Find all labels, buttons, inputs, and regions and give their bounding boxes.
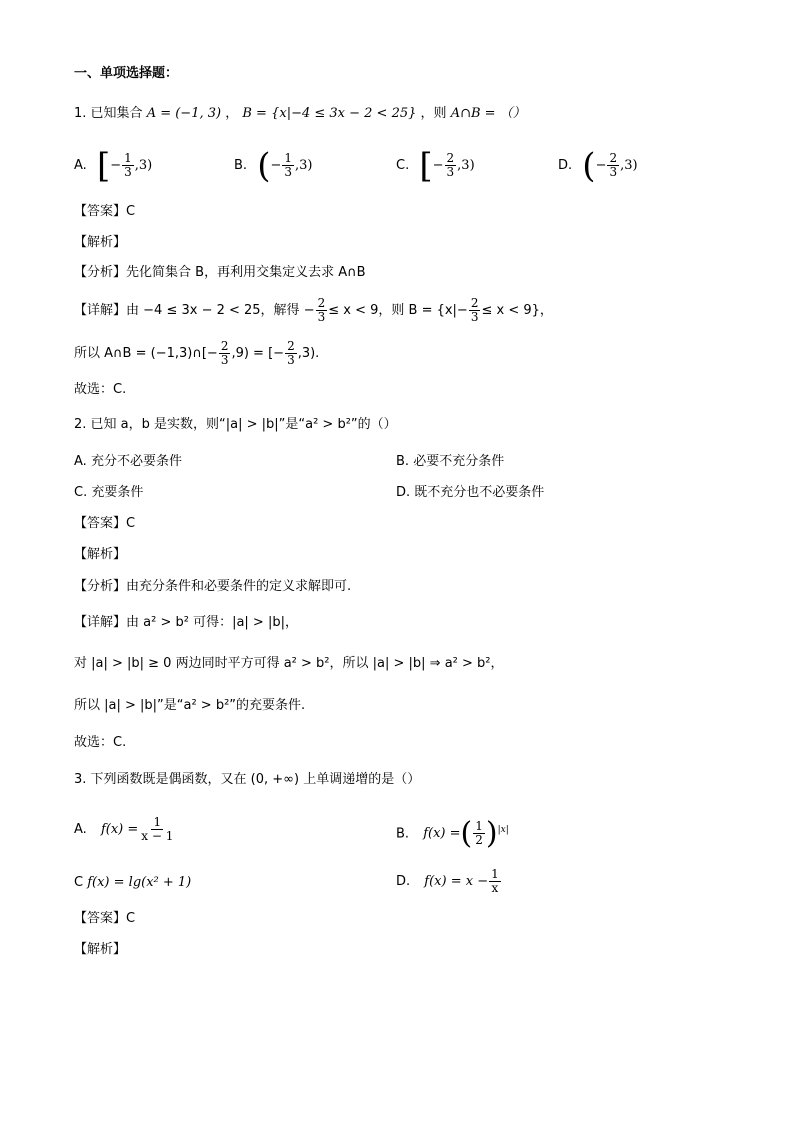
option-text: 充分不必要条件: [90, 454, 182, 469]
option-label: D.: [558, 158, 573, 173]
option-text: 既不充分也不必要条件: [414, 485, 545, 500]
option-text: f(x) =: [423, 826, 461, 842]
option-label: B.: [396, 826, 410, 842]
q2-analysis-label: 【解析】: [74, 547, 127, 562]
detail-text: ,9) = [−: [231, 346, 285, 361]
option-label: C: [74, 875, 84, 890]
detail-text: 由 −4 ≤ 3x − 2 < 25，解得 −: [126, 303, 315, 318]
minus-sign: −: [595, 158, 607, 173]
answer-label: 【答案】: [74, 204, 127, 219]
q2-option-a[interactable]: [74, 453, 182, 471]
option-label: A.: [74, 158, 87, 173]
answer-label: 【答案】: [74, 516, 127, 531]
q2-answer: [74, 515, 135, 533]
fenxi-text: 由充分条件和必要条件的定义求解即可.: [126, 579, 352, 594]
q1-detail-line-2: [74, 338, 319, 370]
q1-option-b[interactable]: [234, 145, 313, 186]
q1-stem-prefix: 1. 已知集合: [74, 106, 143, 121]
option-label: C.: [74, 485, 88, 500]
fraction: $\frac{2}{3}$: [287, 339, 295, 367]
q2-conclusion: 故选：C.: [74, 735, 127, 750]
q1-conclusion: 故选：C.: [74, 382, 127, 397]
fenxi-label: 【分析】: [74, 265, 127, 280]
option-tail: ,3): [457, 158, 475, 173]
detail-text: 由 a² > b² 可得：|a| > |b|，: [126, 615, 298, 630]
bracket-open: [: [96, 145, 111, 186]
minus-sign: −: [432, 158, 444, 173]
answer-value: C: [126, 516, 136, 531]
option-label: B.: [234, 158, 248, 173]
q3-option-c[interactable]: [74, 870, 191, 896]
minus-sign: −: [270, 158, 282, 173]
q1-set-b: B = {x|−4 ≤ 3x − 2 < 25}: [242, 106, 417, 121]
q2-detail-line-2: 对 |a| > |b| ≥ 0 两边同时平方可得 a² > b²，所以 |a| > |b| ⇒ a² > b²，: [74, 656, 504, 671]
detail-text: ≤ x < 9}，: [481, 303, 553, 318]
fraction: $\frac{2}{3}$: [446, 151, 455, 179]
bracket-open: [: [419, 145, 433, 186]
option-text: 必要不充分条件: [413, 454, 505, 469]
q3-option-d[interactable]: [396, 865, 502, 899]
option-text: f(x) = lg(x² + 1): [87, 875, 192, 890]
exponent: |x|: [497, 825, 509, 835]
q1-analysis-label: 【解析】: [74, 235, 127, 250]
option-label: A.: [74, 454, 87, 469]
q2-fenxi: [74, 578, 351, 596]
detail-label: 【详解】: [74, 615, 127, 630]
option-text: 充要条件: [91, 485, 144, 500]
fraction: $\frac{1}{2}$: [475, 819, 483, 848]
q2-detail-line-1: [74, 614, 298, 632]
q3-answer: [74, 910, 135, 928]
q2-option-b[interactable]: [396, 453, 504, 471]
fraction: $\frac{2}{3}$: [220, 339, 229, 367]
option-label: C.: [396, 158, 410, 173]
q1-set-a: A = (−1, 3): [146, 106, 222, 121]
q1-option-d[interactable]: [558, 145, 638, 186]
section-title: 一、单项选择题：: [74, 66, 179, 81]
q1-detail-line-1: [74, 295, 553, 327]
q3-option-b[interactable]: B. f(x) =( $\frac{1}{2}$ )$^{|x|}$: [396, 815, 509, 851]
option-tail: ,3): [295, 158, 313, 173]
option-tail: ,3): [620, 158, 638, 173]
fraction: $\frac{2}{3}$: [317, 296, 326, 324]
q1-stem-suffix: ，则: [420, 106, 447, 121]
option-text: f(x) =: [100, 822, 139, 837]
fraction: $\frac{1}{x - 1}$: [141, 815, 174, 843]
option-text: f(x) = x −: [424, 874, 489, 889]
fenxi-label: 【分析】: [74, 579, 127, 594]
detail-text: ,3).: [297, 346, 320, 361]
q1-option-a[interactable]: [74, 145, 153, 186]
q1-fenxi: [74, 264, 366, 282]
q1-stem: 1. 已知集合 A = (−1, 3) ， B = {x|−4 ≤ 3x − 2 < 25} ，则 A∩B = （）: [74, 106, 526, 121]
option-label: D.: [396, 874, 411, 889]
fraction: $\frac{1}{3}$: [124, 151, 132, 179]
option-label: D.: [396, 485, 411, 500]
bracket-open: (: [257, 145, 271, 186]
fraction: $\frac{1}{3}$: [284, 151, 293, 179]
q1-ask: A∩B = （）: [450, 106, 526, 121]
q3-option-a[interactable]: [74, 813, 176, 847]
q2-option-d[interactable]: [396, 484, 544, 502]
minus-sign: −: [110, 158, 122, 173]
q1-option-c[interactable]: [396, 145, 475, 186]
q3-analysis-label: 【解析】: [74, 942, 127, 957]
q3-stem: 3. 下列函数既是偶函数，又在 (0, +∞) 上单调递增的是（）: [74, 772, 421, 787]
detail-label: 【详解】: [74, 303, 127, 318]
answer-value: C: [126, 204, 136, 219]
fraction: $\frac{1}{x}$: [491, 867, 499, 895]
option-label: B.: [396, 454, 410, 469]
option-label: A.: [74, 822, 87, 837]
answer-value: C: [126, 911, 136, 926]
q2-stem: 2. 已知 a，b 是实数，则“|a| > |b|”是“a² > b²”的（）: [74, 417, 397, 432]
fraction: $\frac{2}{3}$: [470, 296, 479, 324]
q1-answer: [74, 203, 135, 221]
option-tail: ,3): [134, 158, 153, 173]
answer-label: 【答案】: [74, 911, 127, 926]
fraction: $\frac{2}{3}$: [609, 151, 618, 179]
q2-detail-line-3: 所以 |a| > |b|”是“a² > b²”的充要条件.: [74, 698, 306, 713]
detail-text: 所以 A∩B = (−1,3)∩[−: [74, 346, 218, 361]
detail-text: ≤ x < 9，则 B = {x|−: [328, 303, 468, 318]
q2-option-c[interactable]: [74, 484, 143, 502]
bracket-open: (: [582, 145, 596, 186]
fenxi-text: 先化简集合 B，再利用交集定义去求 A∩B: [126, 265, 366, 280]
